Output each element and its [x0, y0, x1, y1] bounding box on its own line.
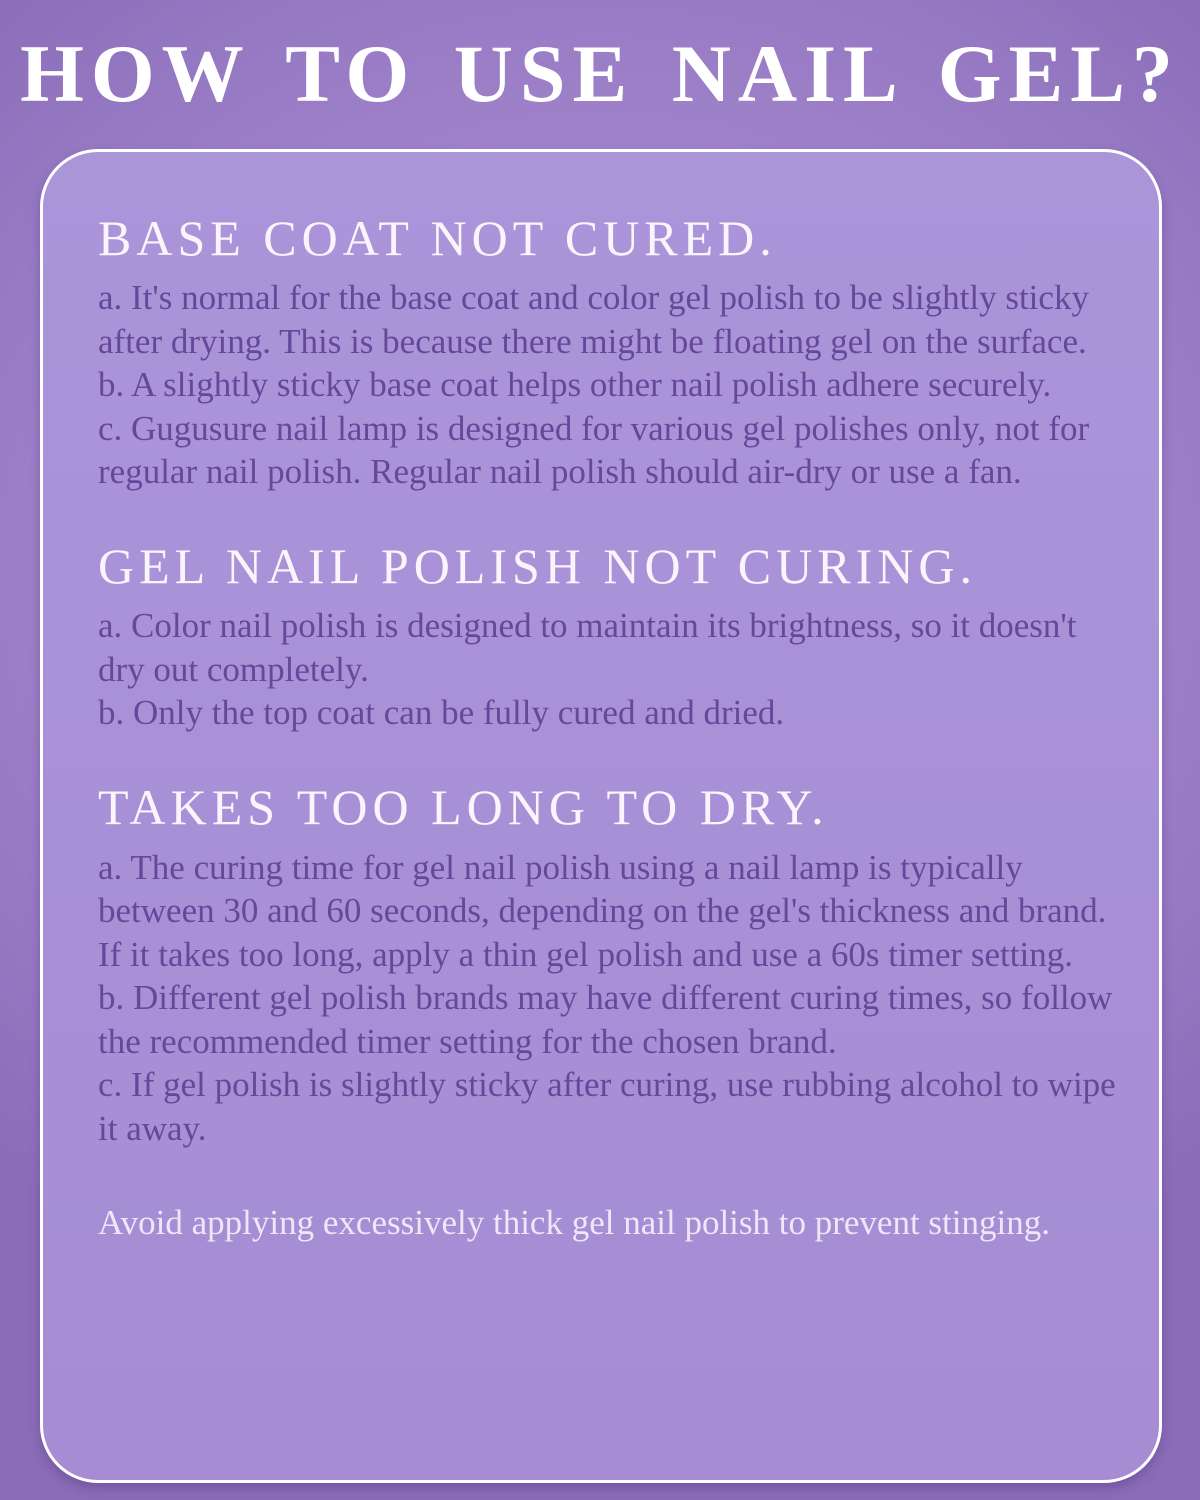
section-paragraph: b. Different gel polish brands may have different curing times, so follow the recommended timer setting for the chosen brand. [98, 978, 1113, 1061]
page-title: HOW TO USE NAIL GEL? [20, 28, 1180, 119]
section-heading: GEL NAIL POLISH NOT CURING. [98, 537, 977, 594]
section-paragraph: a. The curing time for gel nail polish using a nail lamp is typically between 30 and 60 seconds, depending on the gel's thickness and brand. If it takes too long, apply a thin gel polish and use a 60s timer setting. [98, 847, 1107, 974]
section-heading: BASE COAT NOT CURED. [98, 209, 777, 266]
section [98, 779, 1131, 1150]
section-paragraph: c. Gugusure nail lamp is designed for various gel polishes only, not for regular nail polish. Regular nail polish should air-dry or use a fan. [98, 408, 1090, 492]
section-heading: TAKES TOO LONG TO DRY. [98, 779, 829, 836]
section-paragraph: a. Color nail polish is designed to maintain its brightness, so it doesn't dry out completely. [98, 606, 1077, 689]
section-paragraph: b. A slightly sticky base coat helps other nail polish adhere securely. [98, 365, 1052, 405]
section [98, 210, 1131, 494]
instructions-panel [40, 149, 1162, 1483]
sections-list [98, 210, 1131, 1151]
section-paragraph: b. Only the top coat can be fully cured and dried. [98, 693, 785, 733]
section-paragraph: a. It's normal for the base coat and color gel polish to be slightly sticky after drying. This is because there might be floating gel on the surface. [98, 278, 1089, 361]
section-paragraph: c. If gel polish is slightly sticky after curing, use rubbing alcohol to wipe it away. [98, 1065, 1116, 1148]
section [98, 538, 1131, 735]
closing-note: Avoid applying excessively thick gel nail polish to prevent stinging. [98, 1203, 1050, 1243]
